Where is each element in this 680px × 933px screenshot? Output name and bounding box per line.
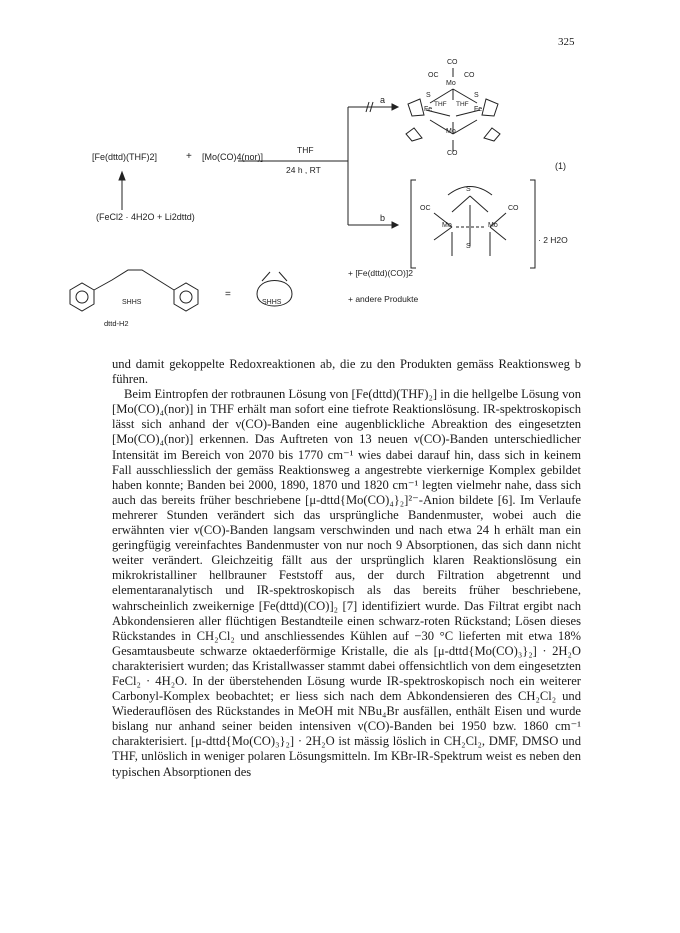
reaction-scheme (0, 0, 680, 340)
mol-a-co: CO (464, 72, 475, 79)
reactant-left: [Fe(dttd)(THF)2] (92, 152, 158, 162)
mol-a-mo-bottom: Mo (446, 128, 456, 135)
byproduct-2: + andere Produkte (348, 294, 419, 304)
ligand-name: dttd-H2 (104, 319, 129, 328)
mol-b-s-top: S (466, 186, 471, 193)
mol-b-oc: OC (420, 205, 431, 212)
mol-a-co-bottom: CO (447, 150, 458, 157)
page-number: 325 (558, 36, 575, 48)
mol-b-mo-left: Mo (442, 222, 452, 229)
condition-solvent: THF (297, 145, 314, 155)
reactant-right: [Mo(CO)4(nor)] (202, 152, 264, 162)
mol-a-s-left: S (426, 92, 431, 99)
mol-a-thf-2: THF (456, 101, 469, 108)
plus-sign: + (186, 151, 192, 162)
mol-b-s-bottom: S (466, 243, 471, 250)
mol-a-s-right: S (474, 92, 479, 99)
path-b-label: b (380, 213, 386, 223)
path-a-label: a (380, 95, 386, 105)
shhs-label-right: SHHS (262, 299, 282, 306)
mol-a-oc: OC (428, 72, 439, 79)
condition-time: 24 h , RT (286, 165, 321, 175)
scheme-graphics (0, 0, 680, 340)
mol-b-mo-right: Mo (488, 222, 498, 229)
paragraph-1: und damit gekoppelte Redoxreaktionen ab, die zu den Produkten gemäss Reaktionsweg b führen. (112, 357, 581, 387)
paragraph-2: Beim Eintropfen der rotbraunen Lösung von [Fe(dttd)(THF)₂] in die hellgelbe Lösung von [Mo(CO)₄(nor)] in THF erhält man sofort eine tiefrote Reaktionslösung. IR-spektroskopisch lässt sich anhand der ν(CO)-Banden eine augenblickliche Abreaktion des eingesetzten [Mo(CO)₄(nor)] erkennen. Das Auftreten von 13 neuen ν(CO)-Banden unterschiedlicher Intensität im Bereich von 2070 bis 1770 cm⁻¹ wies dabei darauf hin, dass sich in keinem Fall ausschliesslich der gemäss Reaktionsweg a angestrebte vierkernige Komplex gebildet haben konnte; Banden bei 2000, 1890, 1870 und 1820 cm⁻¹ legten vielmehr nahe, dass sich auch das bereits früher beschriebene [μ-dttd{Mo(CO)₄}₂]²⁻-Anion bildete [6]. Im Verlaufe mehrerer Stunden verändert sich das ursprüngliche Bandenmuster, wobei auch die erwähnten vier ν(CO)-Banden langsam verschwinden und nach etwa 24 h erhält man ein geringfügig vereinfachtes Bandenmuster von nur noch 9 Absorptionen, das sich dann nicht weiter verändert. Gleichzeitig fällt aus der ursprünglich klaren Reaktionslösung ein mikrokristalliner hellbrauner Feststoff aus, der durch Filtration abgetrennt und elementaranalytisch und IR-spektroskopisch als das bereits früher beschriebene, wahrscheinlich zweikernige [Fe(dttd)(CO)]₂ [7] identifiziert wurde. Das Filtrat ergibt nach Abkondensieren aller flüchtigen Bestandteile einen schwarz-roten Rückstand; Lösen dieses Rückstandes in CH₂Cl₂ und anschliessendes Kühlen auf −30 °C lieferten mit etwa 18% Gesamtausbeute schwarze oktaederförmige Kristalle, die als [μ-dttd{Mo(CO)₃}₂] · 2H₂O charakterisiert wurden; das Kristallwasser stammt dabei offensichtlich von dem eingesetzten FeCl₂ · 4H₂O. In der überstehenden Lösung wurde IR-spektroskopisch noch ein weiterer Carbonyl-Komplex beobachtet; er liess sich nach dem Abkondensieren des CH₂Cl₂ und Wiederauflösen des Rückstandes in MeOH mit NBu₄Br ausfällen, enthält Eisen und wurde bislang nur anhand seiner beiden intensiven ν(CO)-Banden bei 1950 bzw. 1860 cm⁻¹ charakterisiert. [μ-dttd{Mo(CO)₃}₂] · 2H₂O ist mässig löslich in CH₂Cl₂, DMF, DMSO und THF, unlöslich in weniger polaren Lösungsmitteln. Im KBr-IR-Spektrum weist es neben den typischen Absorptionen des (112, 387, 581, 779)
mol-b-water: · 2 H2O (538, 235, 568, 245)
byproduct-1: + [Fe(dttd)(CO)]2 (348, 268, 413, 278)
mol-a-fe-right: Fe (474, 106, 483, 113)
mol-a-fe-left: Fe (424, 106, 433, 113)
equation-number: (1) (555, 161, 566, 171)
shhs-label-left: SHHS (122, 299, 142, 306)
mol-a-mo-top: Mo (446, 80, 456, 87)
mol-a-co-top: CO (447, 59, 458, 66)
mol-a-thf-1: THF (434, 101, 447, 108)
precursor: (FeCl2 · 4H2O + Li2dttd) (96, 212, 195, 222)
article-body (112, 357, 581, 780)
equals-sign: = (225, 289, 231, 300)
mol-b-co: CO (508, 205, 519, 212)
